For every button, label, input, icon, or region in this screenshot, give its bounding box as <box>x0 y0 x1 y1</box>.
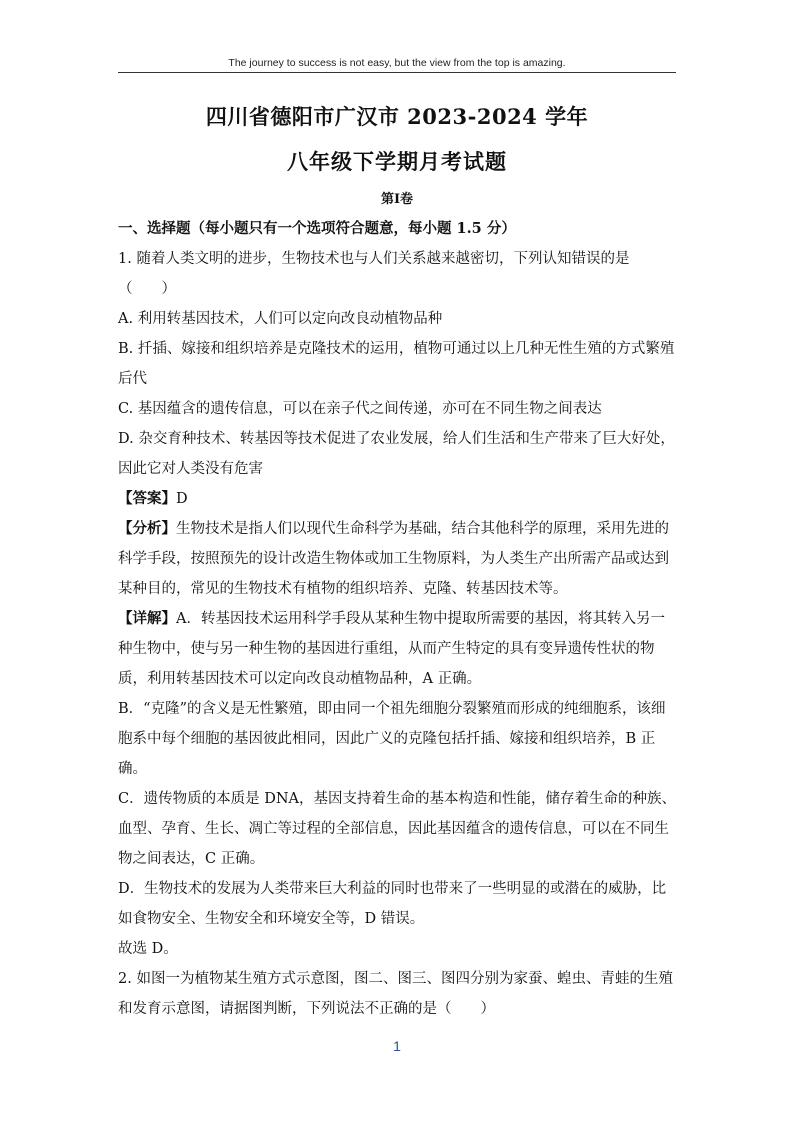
question-1-option-c: C. 基因蕴含的遗传信息，可以在亲子代之间传递，亦可在不同生物之间表达 <box>118 401 602 417</box>
question-1-option-a: A. 利用转基因技术，人们可以定向改良动植物品种 <box>118 311 443 327</box>
page-header-motto: The journey to success is not easy, but the view from the top is amazing. <box>228 57 566 69</box>
question-1-conclusion: 故选 D。 <box>118 941 178 957</box>
exam-title-line2: 八年级下学期月考试题 <box>287 149 507 174</box>
analysis-tag: 【分析】 <box>118 520 176 537</box>
header-divider <box>118 72 676 73</box>
question-1-detail-a <box>118 604 678 694</box>
document-body <box>118 214 678 1024</box>
question-2-stem: 2. 如图一为植物某生殖方式示意图，图二、图三、图四分别为家蚕、蝗虫、青蛙的生殖和发育示意图，请据图判断，下列说法不正确的是（ ） <box>118 971 673 1017</box>
question-1-detail-d: D．生物技术的发展为人类带来巨大利益的同时也带来了一些明显的或潜在的威胁，比如食物安全、生物安全和环境安全等，D 错误。 <box>118 881 667 927</box>
volume-label: 第Ⅰ卷 <box>380 192 414 207</box>
answer-value: D <box>176 491 188 507</box>
answer-tag: 【答案】 <box>118 490 176 507</box>
question-1-analysis <box>118 514 678 604</box>
question-1-stem: 1. 随着人类文明的进步，生物技术也与人们关系越来越密切，下列认知错误的是（ ） <box>118 251 630 297</box>
page-number: 1 <box>393 1038 401 1054</box>
exam-title-line1: 四川省德阳市广汉市 2023-2024 学年 <box>205 104 589 129</box>
analysis-text: 生物技术是指人们以现代生命科学为基础，结合其他科学的原理，采用先进的科学手段，按照预先的设计改造生物体或加工生物原料，为人类生产出所需产品或达到某种目的，常见的生物技术有植物的组织培养、克隆、转基因技术等。 <box>118 521 669 597</box>
question-1-detail-c: C．遗传物质的本质是 DNA，基因支持着生命的基本构造和性能，储存着生命的种族、血型、孕育、生长、凋亡等过程的全部信息，因此基因蕴含的遗传信息，可以在不同生物之间表达，C 正确。 <box>118 791 676 867</box>
detail-a-text: A．转基因技术运用科学手段从某种生物中提取所需要的基因，将其转入另一种生物中，使与另一种生物的基因进行重组，从而产生特定的具有变异遗传性状的物质，利用转基因技术可以定向改良动植物品种，A 正确。 <box>118 611 665 687</box>
question-1-option-b: B. 扦插、嫁接和组织培养是克隆技术的运用，植物可通过以上几种无性生殖的方式繁殖后代 <box>118 341 675 387</box>
detail-tag: 【详解】 <box>118 610 176 627</box>
question-1-answer <box>118 484 678 514</box>
section-heading: 一、选择题（每小题只有一个选项符合题意，每小题 1.5 分） <box>118 220 516 237</box>
question-1-detail-b: B．“克隆”的含义是无性繁殖，即由同一个祖先细胞分裂繁殖而形成的纯细胞系，该细胞系中每个细胞的基因彼此相同，因此广义的克隆包括扦插、嫁接和组织培养，B 正确。 <box>118 701 666 777</box>
question-1-option-d: D. 杂交育种技术、转基因等技术促进了农业发展，给人们生活和生产带来了巨大好处，因此它对人类没有危害 <box>118 431 675 477</box>
